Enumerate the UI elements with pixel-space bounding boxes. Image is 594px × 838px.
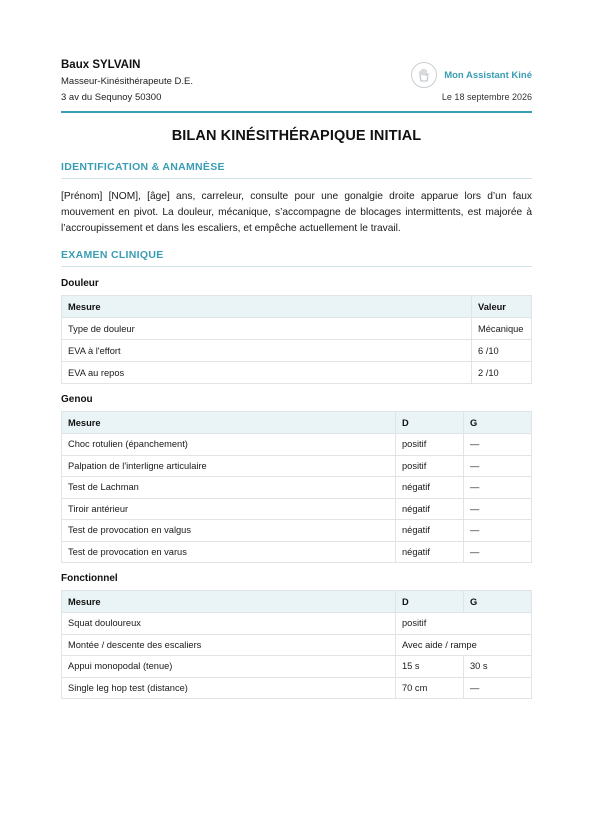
table-row xyxy=(62,634,532,656)
table-row xyxy=(62,520,532,542)
table-cell: 15 s xyxy=(396,656,464,678)
table-header-row xyxy=(62,412,532,434)
practitioner-profession: Masseur-Kinésithérapeute D.E. xyxy=(61,76,194,87)
table-cell: 2 /10 xyxy=(472,362,532,384)
table-cell: positif xyxy=(396,455,464,477)
table-row xyxy=(62,677,532,699)
document-date: Le 18 septembre 2026 xyxy=(441,92,532,102)
table-cell: — xyxy=(464,541,532,563)
table-row xyxy=(62,340,532,362)
document-title: BILAN KINÉSITHÉRAPIQUE INITIAL xyxy=(171,128,422,144)
table-row xyxy=(62,541,532,563)
table-row xyxy=(62,434,532,456)
column-header: D xyxy=(396,591,464,613)
douleur-table xyxy=(61,295,532,384)
brand-name: Mon Assistant Kiné xyxy=(444,69,532,81)
column-header: G xyxy=(464,591,532,613)
table-cell: Squat douloureux xyxy=(62,613,396,635)
table-row xyxy=(62,498,532,520)
table-cell: Avec aide / rampe xyxy=(396,634,532,656)
table-cell: Test de Lachman xyxy=(62,477,396,499)
column-header: Mesure xyxy=(62,412,396,434)
table-cell: négatif xyxy=(396,541,464,563)
table-row xyxy=(62,362,532,384)
genou-table xyxy=(61,411,532,563)
table-cell: — xyxy=(464,477,532,499)
table-row xyxy=(62,455,532,477)
table-cell: Montée / descente des escaliers xyxy=(62,634,396,656)
header-divider xyxy=(61,111,532,113)
table-cell: négatif xyxy=(396,520,464,542)
table-cell: EVA à l'effort xyxy=(62,340,472,362)
table-cell: positif xyxy=(396,613,532,635)
column-header: Mesure xyxy=(62,591,396,613)
table-row xyxy=(62,477,532,499)
table-cell: 6 /10 xyxy=(472,340,532,362)
table-cell: — xyxy=(464,677,532,699)
table-row xyxy=(62,613,532,635)
table-cell: — xyxy=(464,520,532,542)
table-cell: Single leg hop test (distance) xyxy=(62,677,396,699)
table-cell: Test de provocation en varus xyxy=(62,541,396,563)
subheading-fonctionnel: Fonctionnel xyxy=(61,573,118,584)
table-cell: — xyxy=(464,434,532,456)
subheading-genou: Genou xyxy=(61,394,93,405)
subheading-douleur: Douleur xyxy=(61,278,99,289)
document-page xyxy=(61,58,532,699)
letterhead xyxy=(61,58,532,106)
section-heading-exam: EXAMEN CLINIQUE xyxy=(61,249,532,267)
column-header: Valeur xyxy=(472,296,532,318)
table-cell: Choc rotulien (épanchement) xyxy=(62,434,396,456)
table-cell: Palpation de l'interligne articulaire xyxy=(62,455,396,477)
anamnesis-text: [Prénom] [NOM], [âge] ans, carreleur, consulte pour une gonalgie droite apparue lors d’un faux mouvement en pivot. La douleur, mécanique, s’accompagne de blocages intermittents, est majorée à l’accroupissement et dans les escaliers, et empêche actuellement le travail. xyxy=(61,191,532,234)
table-cell: 30 s xyxy=(464,656,532,678)
practitioner-address: 3 av du Sequnoy 50300 xyxy=(61,92,162,103)
column-header: Mesure xyxy=(62,296,472,318)
table-row xyxy=(62,656,532,678)
table-header-row xyxy=(62,296,532,318)
practitioner-name: Baux SYLVAIN xyxy=(61,59,141,71)
table-cell: 70 cm xyxy=(396,677,464,699)
table-cell: EVA au repos xyxy=(62,362,472,384)
table-cell: Tiroir antérieur xyxy=(62,498,396,520)
table-cell: négatif xyxy=(396,477,464,499)
table-cell: Test de provocation en valgus xyxy=(62,520,396,542)
fonctionnel-table xyxy=(61,590,532,699)
table-cell: Appui monopodal (tenue) xyxy=(62,656,396,678)
table-cell: Type de douleur xyxy=(62,318,472,340)
table-cell: Mécanique xyxy=(472,318,532,340)
table-cell: — xyxy=(464,498,532,520)
table-row xyxy=(62,318,532,340)
hand-icon xyxy=(411,62,437,88)
table-cell: négatif xyxy=(396,498,464,520)
column-header: G xyxy=(464,412,532,434)
brand-block xyxy=(411,62,532,88)
column-header: D xyxy=(396,412,464,434)
table-cell: — xyxy=(464,455,532,477)
table-header-row xyxy=(62,591,532,613)
section-heading-identification: IDENTIFICATION & ANAMNÈSE xyxy=(61,161,532,179)
table-cell: positif xyxy=(396,434,464,456)
